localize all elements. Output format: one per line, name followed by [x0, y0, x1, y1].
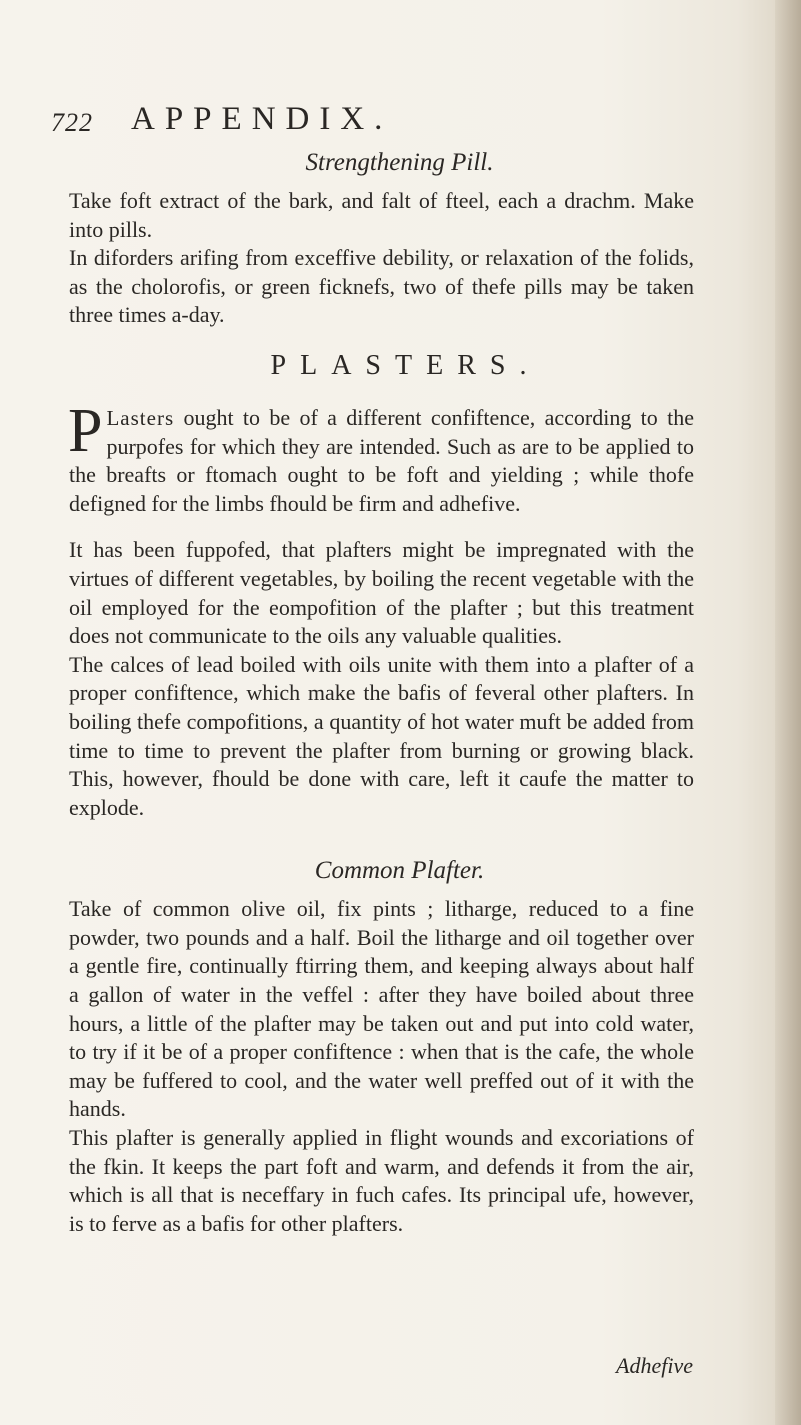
running-head: APPENDIX. [131, 101, 393, 137]
paragraph: This plafter is generally applied in flight wounds and excoriations of the fkin. It keeps the part foft and warm, and defends it from the air, which is all that is neceffary in fuch cafes. Its principal ufe, however, is to ferve as a bafis for other plafters. [69, 1125, 694, 1236]
paragraph: Take foft extract of the bark, and falt of fteel, each a drachm. Make into pills. [69, 188, 694, 242]
paragraph-spacer [69, 518, 694, 536]
page-edge-shadow [775, 0, 801, 1425]
section-heading-common-plaster: Common Plafter. [314, 857, 485, 885]
section-heading-plasters: PLASTERS. [270, 349, 541, 381]
section-spacer [69, 824, 694, 854]
paragraph: It has been fuppofed, that plafters might be impregnated with the virtues of different vegetables, by boiling the recent vegetable with the oil employed for the eompofition of the plafter ; but this treatment does not communicate to the oils any valuable qualities. [69, 537, 694, 649]
common-plaster-block [69, 895, 694, 1238]
plasters-block [68, 396, 694, 822]
page-content [69, 146, 694, 1240]
catchword: Adhefive [616, 1353, 693, 1378]
strengthening-pill-block [69, 187, 694, 330]
paragraph: Take of common olive oil, fix pints ; litharge, reduced to a fine powder, two pounds and a half. Boil the litharge and oil together over a gentle fire, continually ftirring them, and keeping always about half a gallon of water in the veffel : after they have boiled about three hours, a little of the plafter may be taken out and put into cold water, to try if it be of a proper confiftence : when that is the cafe, the whole may be fuffered to cool, and the water well preffed out of it with the hands. [69, 896, 694, 1122]
intro-smallcaps: Lasters [106, 405, 175, 430]
page-number: 722 [51, 108, 93, 137]
paragraph: In diforders arifing from exceffive debility, or relaxation of the folids, as the cholorofis, or green ficknefs, two of thefe pills may be taken three times a-day. [69, 245, 694, 328]
drop-cap: P [68, 396, 103, 465]
paragraph: The calces of lead boiled with oils unite with them into a plafter of a proper confiftence, which make the bafis of feveral other plafters. In boiling thefe compofitions, a quantity of hot water muft be added from time to time to prevent the plafter from burning or growing black. This, however, fhould be done with care, left it caufe the matter to explode. [69, 651, 694, 820]
page-header [51, 101, 691, 141]
intro-rest: ought to be of a different confiftence, according to the purpofes for which they are intended. Such as are to be applied to the breafts or ftomach ought to be foft and yielding ; while thofe defigned for the limbs fhould be firm and adhefive. [69, 404, 694, 516]
section-heading-strengthening-pill: Strengthening Pill. [305, 149, 494, 176]
intro-paragraph [68, 396, 694, 518]
